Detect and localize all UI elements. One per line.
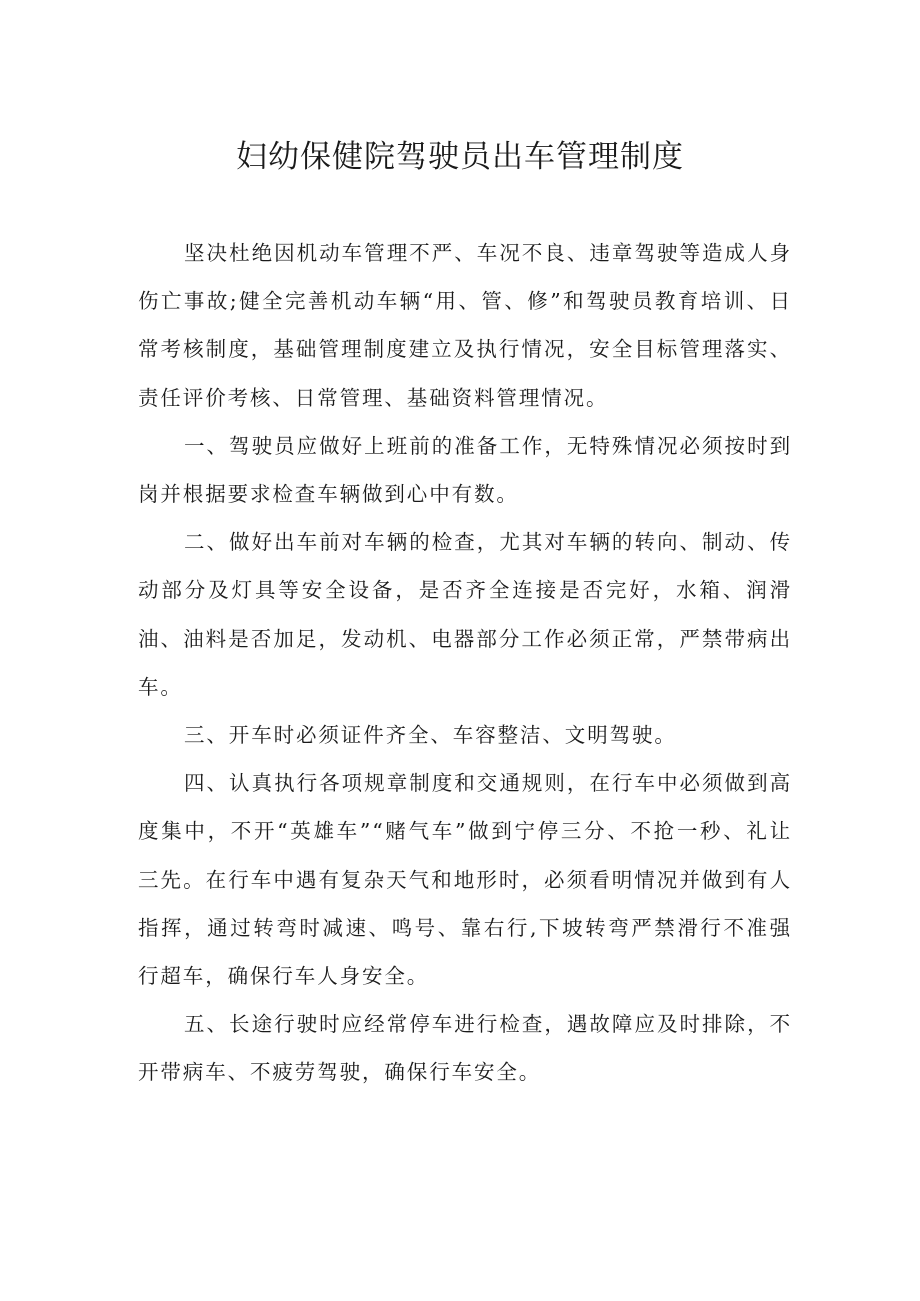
intro-paragraph: 坚决杜绝因机动车管理不严、车况不良、违章驾驶等造成人身伤亡事故;健全完善机动车辆“用、管、修”和驾驶员教育培训、日常考核制度，基础管理制度建立及执行情况，安全目标管理落实、责任评价考核、日常管理、基础资料管理情况。 (138, 241, 792, 410)
rule-4-paragraph: 四、认真执行各项规章制度和交通规则，在行车中必须做到高度集中，不开“英雄车”“赌气车”做到宁停三分、不抢一秒、礼让三先。在行车中遇有复杂天气和地形时，必须看明情况并做到有人指挥，通过转弯时减速、鸣号、靠右行,下坡转弯严禁滑行不准强行超车，确保行车人身安全。 (138, 771, 792, 989)
document-body (138, 229, 792, 1097)
rule-1-paragraph: 一、驾驶员应做好上班前的准备工作，无特殊情况必须按时到岗并根据要求检查车辆做到心中有数。 (138, 433, 792, 507)
document-title: 妇幼保健院驾驶员出车管理制度 (236, 139, 684, 175)
rule-3-paragraph: 三、开车时必须证件齐全、车容整洁、文明驾驶。 (184, 723, 677, 748)
rule-2-paragraph: 二、做好出车前对车辆的检查，尤其对车辆的转向、制动、传动部分及灯具等安全设备，是否齐全连接是否完好，水箱、润滑油、油料是否加足，发动机、电器部分工作必须正常，严禁带病出车。 (138, 530, 792, 699)
rule-5-paragraph: 五、长途行驶时应经常停车进行检查，遇故障应及时排除，不开带病车、不疲劳驾驶，确保行车安全。 (138, 1012, 792, 1085)
